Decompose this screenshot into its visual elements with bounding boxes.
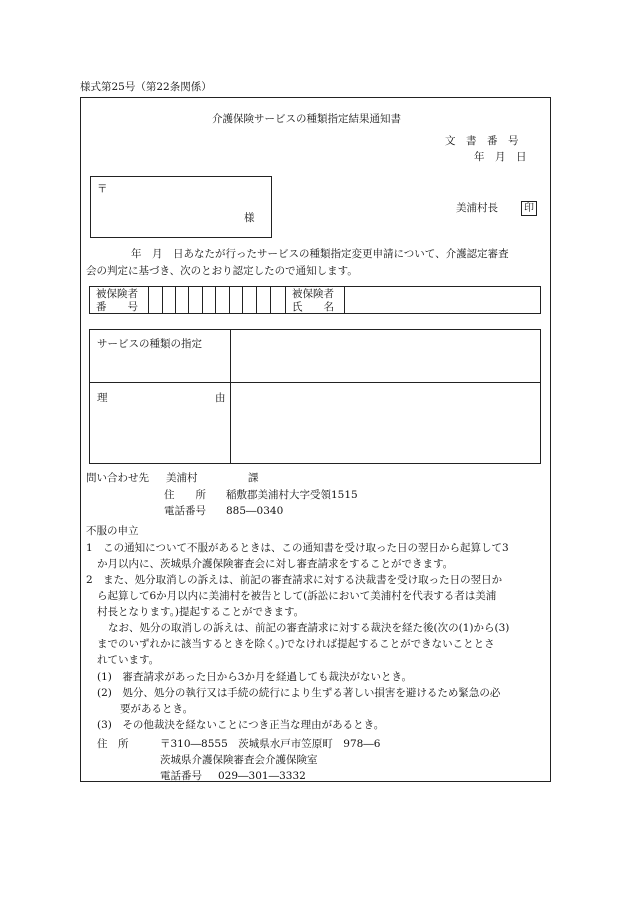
appeal-sub-3: (3) その他裁決を経ないことにつき正当な理由があるとき。: [97, 719, 385, 731]
insured-name-divider: [285, 286, 286, 314]
appeal-item-2-line-2: ら起算して6か月以内に美浦村を被告として(訴訟において美浦村を代表する者は美浦: [97, 590, 497, 602]
insured-name-value-divider: [344, 286, 345, 314]
appeal-sub-1: (1) 審査請求があった日から3か月を経過しても裁決がないとき。: [97, 671, 413, 683]
number-cell-divider: [256, 286, 257, 314]
intro-line-2: 会の判定に基づき、次のとおり認定したので通知します。: [86, 265, 358, 277]
board-phone: 029―301―3332: [218, 770, 306, 782]
insured-number-label: 被保険者: [96, 288, 138, 300]
intro-line-1: 年 月 日あなたが行ったサービスの種類指定変更申請について、介護認定審査: [131, 248, 509, 260]
designation-row-divider: [89, 382, 541, 383]
insured-number-divider: [148, 286, 149, 314]
contact-village: 美浦村: [166, 472, 198, 484]
reason-label-left: 理: [97, 392, 108, 404]
postal-mark: 〒: [97, 183, 108, 195]
number-cell-divider: [242, 286, 243, 314]
number-cell-divider: [270, 286, 271, 314]
contact-address-label: 住 所: [164, 489, 206, 501]
appeal-heading: 不服の申立: [86, 525, 139, 537]
number-cell-divider: [162, 286, 163, 314]
appeal-item-2-line-1: 2 また、処分取消しの訴えは、前記の審査請求に対する決裁書を受け取った日の翌日か: [86, 574, 503, 586]
contact-label: 問い合わせ先: [86, 472, 149, 484]
recipient-honorific: 様: [244, 212, 255, 224]
form-number: 様式第25号（第22条関係）: [80, 81, 212, 93]
date-label: 年 月 日: [474, 151, 527, 163]
issuer-name: 美浦村長: [456, 202, 498, 214]
appeal-item-1-line-1: 1 この通知について不服があるときは、この通知書を受け取った日の翌日から起算して3: [86, 542, 509, 554]
appeal-item-2-line-3: 村長となります。)提起することができます。: [97, 606, 305, 618]
board-address: 〒310―8555 茨城県水戸市笠原町 978―6: [160, 738, 381, 750]
number-cell-divider: [202, 286, 203, 314]
insured-name-label: 被保険者: [292, 288, 334, 300]
insured-number-label-2: 番 号: [96, 301, 138, 313]
contact-section: 課: [248, 472, 259, 484]
appeal-item-1-line-2: か月以内に、茨城県介護保険審査会に対し審査請求をすることができます。: [97, 558, 454, 570]
appeal-sub-2-line-1: (2) 処分、処分の執行又は手続の続行により生ずる著しい損害を避けるため緊急の必: [97, 687, 501, 699]
contact-address: 稲敷郡美浦村大字受領1515: [226, 489, 358, 501]
recipient-address-box: [90, 176, 272, 238]
document-title: 介護保険サービスの種類指定結果通知書: [212, 113, 401, 125]
board-office: 茨城県介護保険審査会介護保険室: [160, 754, 318, 766]
number-cell-divider: [188, 286, 189, 314]
service-designation-label: サービスの種類の指定: [97, 338, 202, 350]
number-cell-divider: [215, 286, 216, 314]
insured-name-label-2: 氏 名: [292, 301, 334, 313]
contact-phone: 885―0340: [226, 505, 284, 517]
contact-phone-label: 電話番号: [164, 505, 206, 517]
designation-column-divider: [230, 329, 231, 464]
number-cell-divider: [175, 286, 176, 314]
appeal-sub-2-line-2: 要があるとき。: [120, 703, 194, 715]
reason-label-right: 由: [215, 392, 226, 404]
doc-number-label: 文 書 番 号: [445, 135, 519, 147]
number-cell-divider: [229, 286, 230, 314]
seal-stamp: 印: [521, 201, 537, 216]
appeal-item-2-line-4: なお、処分の取消しの訴えは、前記の審査請求に対する裁決を経た後(次の(1)から(3): [108, 622, 510, 634]
appeal-item-2-line-6: れています。: [97, 654, 160, 666]
board-address-label: 住 所: [97, 738, 129, 750]
board-phone-label: 電話番号: [160, 770, 202, 782]
appeal-item-2-line-5: までのいずれかに該当するときを除く。)でなければ提起することができないこととさ: [97, 638, 495, 650]
